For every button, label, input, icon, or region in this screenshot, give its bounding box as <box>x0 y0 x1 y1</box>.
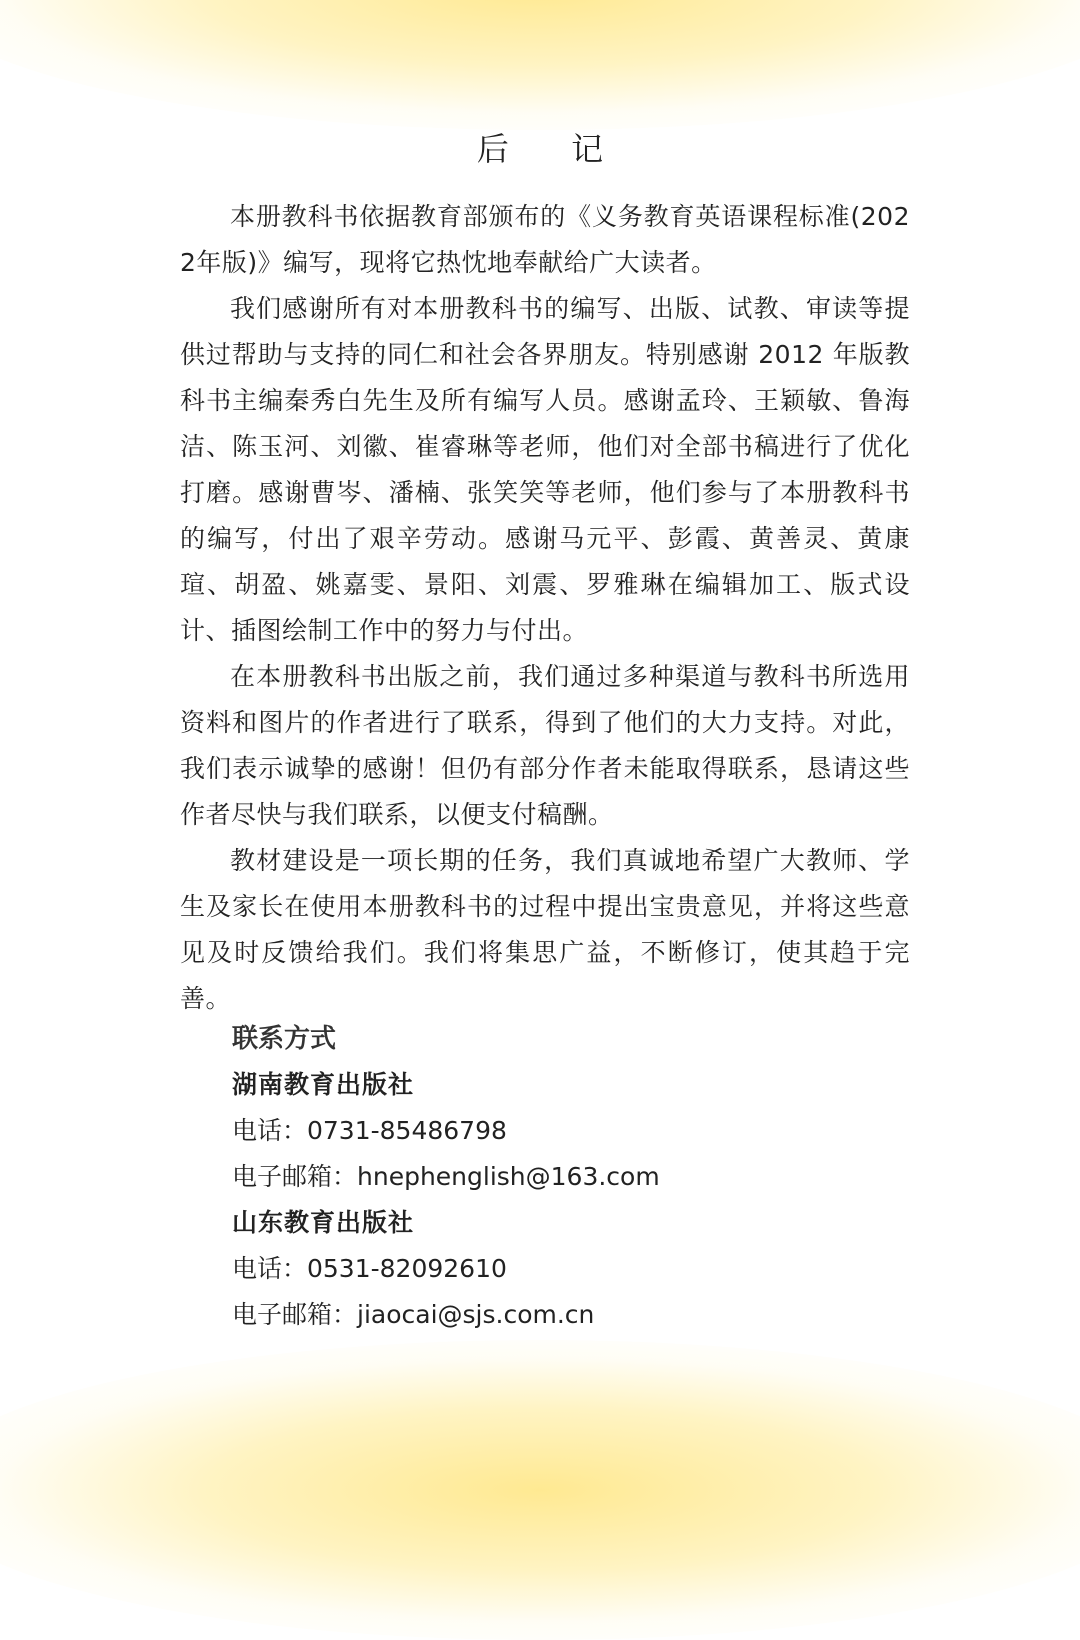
publisher-phone: 电话：0731-85486798 <box>232 1116 507 1145</box>
paragraph-intro: 本册教科书依据教育部颁布的《义务教育英语课程标准(2022年版)》编写，现将它热忱地奉献给广大读者。 <box>180 202 910 277</box>
paragraph-copyright: 在本册教科书出版之前，我们通过多种渠道与教科书所选用资料和图片的作者进行了联系，得到了他们的大力支持。对此，我们表示诚挚的感谢！但仍有部分作者未能取得联系，恳请这些作者尽快与我们联系，以便支付稿酬。 <box>180 662 910 829</box>
page-title: 后 记 <box>476 130 630 168</box>
publisher-block-shandong <box>232 1200 932 1338</box>
afterword-body <box>180 194 910 1022</box>
publisher-block-hunan <box>232 1062 932 1200</box>
publisher-name: 湖南教育出版社 <box>232 1070 415 1099</box>
paragraph-feedback: 教材建设是一项长期的任务，我们真诚地希望广大教师、学生及家长在使用本册教科书的过程中提出宝贵意见，并将这些意见及时反馈给我们。我们将集思广益，不断修订，使其趋于完善。 <box>180 846 910 1013</box>
publisher-name: 山东教育出版社 <box>232 1208 415 1237</box>
paragraph-acknowledgements: 我们感谢所有对本册教科书的编写、出版、试教、审读等提供过帮助与支持的同仁和社会各界朋友。特别感谢 2012 年版教科书主编秦秀白先生及所有编写人员。感谢孟玲、王颖敏、鲁海洁、陈玉河、刘徽、崔睿琳等老师，他们对全部书稿进行了优化打磨。感谢曹岑、潘楠、张笑笑等老师，他们参与了本册教科书的编写，付出了艰辛劳动。感谢马元平、彭霞、黄善灵、黄康瑄、胡盈、姚嘉雯、景阳、刘震、罗雅琳在编辑加工、版式设计、插图绘制工作中的努力与付出。 <box>180 294 910 645</box>
publisher-phone: 电话：0531-82092610 <box>232 1254 507 1283</box>
publisher-email: 电子邮箱：hnephenglish@163.com <box>232 1162 660 1191</box>
contact-section <box>232 1016 932 1338</box>
contact-heading: 联系方式 <box>232 1024 337 1054</box>
publisher-email: 电子邮箱：jiaocai@sjs.com.cn <box>232 1300 595 1329</box>
